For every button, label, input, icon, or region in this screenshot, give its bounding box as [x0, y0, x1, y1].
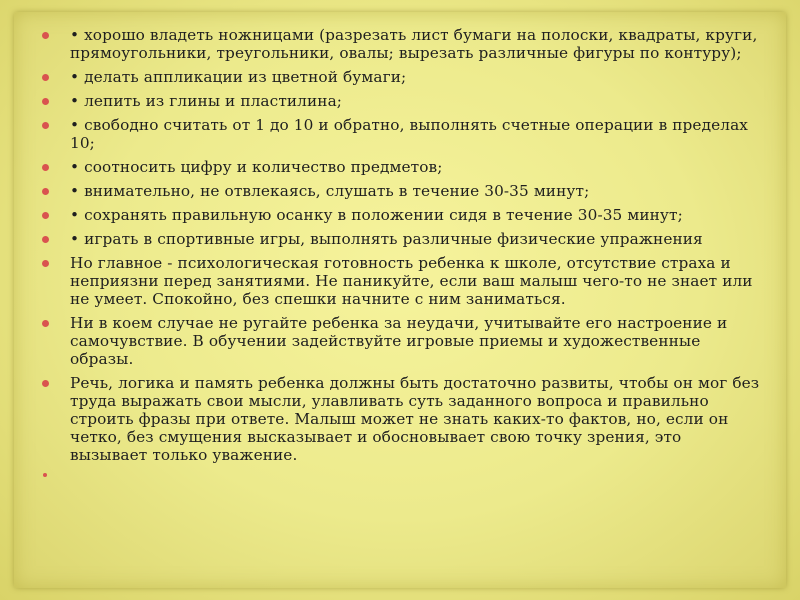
bullet-icon: [42, 32, 49, 39]
list-item-text: • делать аппликации из цветной бумаги;: [70, 68, 407, 86]
slide-content: [40, 26, 760, 488]
list-item: [40, 68, 760, 86]
bullet-icon: [42, 380, 49, 387]
list-item-text: Но главное - психологическая готовность ребенка к школе, отсутствие страха и неприязни перед занятиями. Не паникуйте, если ваш малыш чего-то не знает или не умеет. Спокойно, без спешки начните с ним заниматься.: [70, 254, 753, 308]
bullet-icon: [42, 74, 49, 81]
bullet-icon: [42, 260, 49, 267]
empty-list-item: [40, 470, 760, 488]
list-item: [40, 206, 760, 224]
list-item-text: • свободно считать от 1 до 10 и обратно, выполнять счетные операции в пределах 10;: [70, 116, 749, 152]
list-item-text: • сохранять правильную осанку в положении сидя в течение 30-35 минут;: [70, 206, 683, 224]
bullet-icon: [43, 473, 47, 477]
bullet-icon: [42, 320, 49, 327]
list-item: [40, 26, 760, 62]
list-item: [40, 314, 760, 368]
list-item: [40, 254, 760, 308]
bullet-icon: [42, 212, 49, 219]
list-item: [40, 182, 760, 200]
list-item: [40, 92, 760, 110]
bullet-icon: [42, 188, 49, 195]
list-item: [40, 158, 760, 176]
list-item-text: • внимательно, не отвлекаясь, слушать в течение 30-35 минут;: [70, 182, 590, 200]
list-item-text: • играть в спортивные игры, выполнять различные физические упражнения: [70, 230, 703, 248]
list-item-text: • соотносить цифру и количество предметов;: [70, 158, 443, 176]
list-item-text: Ни в коем случае не ругайте ребенка за неудачи, учитывайте его настроение и самочувствие. В обучении задействуйте игровые приемы и художественные образы.: [70, 314, 728, 368]
list-item: [40, 116, 760, 152]
list-item: [40, 374, 760, 464]
bullet-icon: [42, 164, 49, 171]
bullet-icon: [42, 98, 49, 105]
bullet-icon: [42, 236, 49, 243]
bullet-icon: [42, 122, 49, 129]
list-item: [40, 230, 760, 248]
list-item-text: Речь, логика и память ребенка должны быть достаточно развиты, чтобы он мог без труда выражать свои мысли, улавливать суть заданного вопроса и правильно строить фразы при ответе. Малыш может не знать каких-то фактов, но, если он четко, без смущения высказывает и обосновывает свою точку зрения, это вызывает только уважение.: [70, 374, 760, 464]
list-item-text: • хорошо владеть ножницами (разрезать лист бумаги на полоски, квадраты, круги, прямоугольники, треугольники, овалы; вырезать различные фигуры по контуру);: [70, 26, 758, 62]
list-item-text: • лепить из глины и пластилина;: [70, 92, 343, 110]
